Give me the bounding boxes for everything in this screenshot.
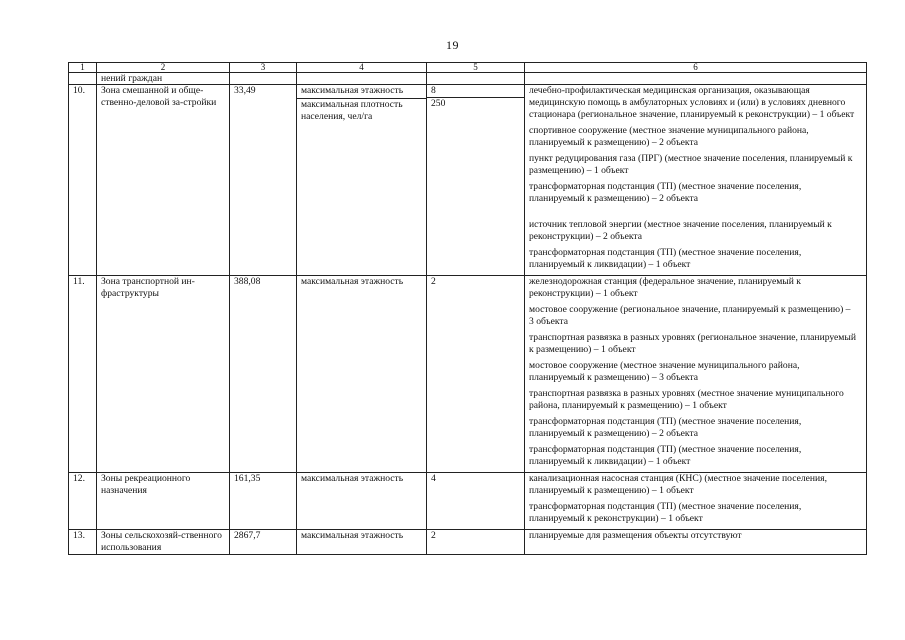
- planned-object: спортивное сооружение (местное значение муниципального района, планируемый к размещению) – 2 объекта: [529, 125, 809, 148]
- table-row: [69, 530, 867, 555]
- zone-param-values: [427, 473, 525, 530]
- table-row: [69, 473, 867, 530]
- planned-object: транспортная развязка в разных уровнях (региональное значение, планируемый к размещению) – 1 объект: [529, 332, 856, 355]
- planned-object: трансформаторная подстанция (ТП) (местное значение поселения, планируемый к размещению) – 2 объекта: [529, 181, 802, 204]
- param-label: максимальная этажность: [301, 530, 404, 541]
- zone-objects: [525, 276, 867, 473]
- planned-object: источник тепловой энергии (местное значение поселения, планируемый к реконструкции) – 2 объекта: [529, 219, 832, 242]
- planned-object: железнодорожная станция (федеральное значение, планируемый к реконструкции) – 1 объект: [529, 276, 801, 299]
- page-number: 19: [446, 38, 459, 52]
- zone-params: [297, 473, 427, 530]
- row-number: 11.: [69, 276, 97, 473]
- continuation-name: нений граждан: [97, 73, 230, 85]
- param-value: 2: [431, 276, 436, 287]
- planned-object: канализационная насосная станция (КНС) (местное значение поселения, планируемый к размещению) – 1 объект: [529, 473, 827, 496]
- zone-params: [297, 530, 427, 555]
- planned-object: пункт редуцирования газа (ПРГ) (местное значение поселения, планируемый к размещению) – 1 объект: [529, 153, 853, 176]
- planned-object: трансформаторная подстанция (ТП) (местное значение поселения, планируемый к реконструкции) – 1 объект: [529, 501, 802, 524]
- planned-object: трансформаторная подстанция (ТП) (местное значение поселения, планируемый к ликвидации) – 1 объект: [529, 247, 802, 270]
- column-header-2: 2: [97, 63, 230, 73]
- zone-params: [297, 276, 427, 473]
- row-number: 13.: [69, 530, 97, 555]
- zone-area: 2867,7: [230, 530, 297, 555]
- zone-objects: [525, 530, 867, 555]
- param-label: максимальная плотность населения, чел/га: [301, 99, 403, 122]
- planned-object: мостовое сооружение (местное значение муниципального района, планируемый к размещению) – 3 объекта: [529, 360, 800, 383]
- zone-area: 388,08: [230, 276, 297, 473]
- zone-area: 33,49: [230, 85, 297, 276]
- planned-object: планируемые для размещения объекты отсутствуют: [529, 530, 742, 541]
- planned-object: трансформаторная подстанция (ТП) (местное значение поселения, планируемый к ликвидации) – 1 объект: [529, 444, 802, 467]
- zone-param-values: [427, 276, 525, 473]
- zones-table: [68, 62, 867, 555]
- param-label: максимальная этажность: [301, 473, 404, 484]
- column-header-4: 4: [297, 63, 427, 73]
- zone-name: Зона транспортной ин-фраструктуры: [97, 276, 230, 473]
- zone-param-values: [427, 530, 525, 555]
- zone-param-values: [427, 85, 525, 276]
- table-header-row: [69, 63, 867, 73]
- param-value: 2: [431, 530, 436, 541]
- zone-name: Зоны сельскохозяй-ственного использования: [97, 530, 230, 555]
- column-header-5: 5: [427, 63, 525, 73]
- param-value: 250: [431, 98, 446, 109]
- zone-objects: [525, 85, 867, 276]
- planned-object: мостовое сооружение (региональное значение, планируемый к размещению) – 3 объекта: [529, 304, 851, 327]
- zone-area: 161,35: [230, 473, 297, 530]
- column-header-6: 6: [525, 63, 867, 73]
- planned-object: лечебно-профилактическая медицинская организация, оказывающая медицинскую помощь в амбулаторных условиях и (или) в условиях дневного стационара (региональное значение, планируемый к реконструкции) – 1 объект: [529, 85, 855, 120]
- param-value: 8: [427, 85, 524, 98]
- row-number: 12.: [69, 473, 97, 530]
- column-header-3: 3: [230, 63, 297, 73]
- table-row: [69, 85, 867, 276]
- zone-objects: [525, 473, 867, 530]
- planned-object: трансформаторная подстанция (ТП) (местное значение поселения, планируемый к размещению) – 2 объекта: [529, 416, 802, 439]
- zone-name: Зоны рекреационного назначения: [97, 473, 230, 530]
- param-label: максимальная этажность: [297, 85, 426, 99]
- continuation-row: [69, 73, 867, 85]
- param-value: 4: [431, 473, 436, 484]
- planned-object: транспортная развязка в разных уровнях (местное значение муниципального района, планируемый к размещению) – 1 объект: [529, 388, 844, 411]
- param-label: максимальная этажность: [301, 276, 404, 287]
- column-header-1: 1: [69, 63, 97, 73]
- zone-params: [297, 85, 427, 276]
- table-row: [69, 276, 867, 473]
- row-number: 10.: [69, 85, 97, 276]
- zone-name: Зона смешанной и обще-ственно-деловой за-стройки: [97, 85, 230, 276]
